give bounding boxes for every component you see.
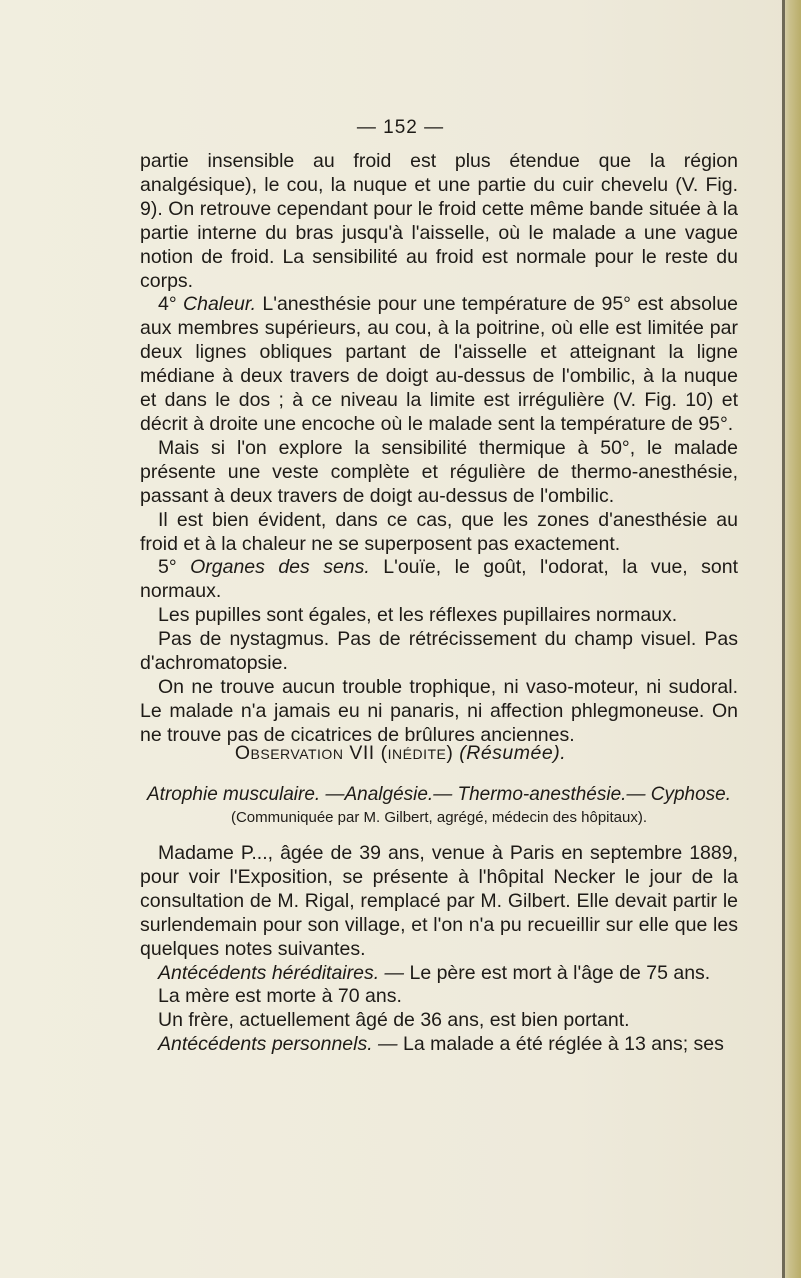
subtitle-line: Atrophie musculaire. —Analgésie.— Thermo-anesthésie.— Cyphose. — [147, 784, 731, 805]
paragraph-13-text: La malade a été réglée à 13 ans; ses — [402, 1033, 724, 1056]
body-text — [140, 150, 738, 748]
observation-body — [140, 842, 738, 1057]
personal-label: Antécédents personnels. — — [158, 1033, 398, 1056]
observation-title: Observation VII — [234, 742, 375, 764]
section-title: Chaleur. — [183, 293, 257, 316]
observation-note: (Résumée). — [459, 742, 567, 764]
paragraph-5-text: L'ouïe, le goût, l'odorat, la vue, sont normaux. — [140, 556, 738, 603]
section-number: 5° — [158, 556, 177, 579]
page-edge — [783, 0, 801, 1278]
paragraph-13 — [140, 1033, 738, 1057]
observation-subtitle — [140, 784, 738, 829]
paragraph-8: On ne trouve aucun trouble trophique, ni vaso-moteur, ni sudoral. Le malade n'a jamais eu ni panaris, ni affection phlegmoneuse. On ne trouve pas de cicatrices de brûlures anciennes. — [140, 675, 738, 746]
paragraph-12: Un frère, actuellement âgé de 36 ans, est bien portant. — [158, 1009, 630, 1032]
paragraph-10 — [140, 962, 738, 986]
paragraph-1: partie insensible au froid est plus étendue que la région analgésique), le cou, la nuque et une partie du cuir chevelu (V. Fig. 9). On retrouve cependant pour le froid cette même bande située à la partie interne du bras jusqu'à l'aisselle, où le malade a une vague notion de froid. La sensibilité au froid est normale pour le reste du corps. — [140, 150, 738, 292]
section-number: 4° — [158, 293, 177, 316]
paragraph-9: Madame P..., âgée de 39 ans, venue à Paris en septembre 1889, pour voir l'Exposition, se présente à l'hôpital Necker le jour de la consultation de M. Rigal, remplacé par M. Gilbert. Elle devait partir le surlendemain pour son village, et l'on n'a pu recueillir sur elle que les quelques notes suivantes. — [140, 842, 738, 960]
section-title: Organes des sens. — [190, 556, 370, 579]
subtitle-credit: (Communiquée par M. Gilbert, agrégé, médecin des hôpitaux). — [230, 809, 648, 826]
paragraph-6: Les pupilles sont égales, et les réflexes pupillaires normaux. — [158, 604, 678, 627]
paragraph-2 — [140, 293, 738, 436]
heredity-label: Antécédents héréditaires. — — [158, 961, 405, 984]
paragraph-5 — [140, 556, 738, 604]
observation-heading — [0, 742, 801, 765]
paragraph-2-text: L'anesthésie pour une température de 95° est absolue aux membres supérieurs, au cou, à la poitrine, où elle est limitée par deux lignes obliques partant de l'aisselle et atteignant la ligne médiane à deux travers de doigt au-dessus de l'ombilic, à la nuque et dans le dos ; à ce niveau la limite est irrégulière (V. Fig. 10) et décrit à droite une encoche où le malade sent la température de 95°. — [140, 293, 739, 435]
page-number: — 152 — — [356, 117, 445, 138]
observation-tag: (inédite) — [380, 742, 454, 764]
paragraph-4: Il est bien évident, dans ce cas, que les zones d'anesthésie au froid et à la chaleur ne se superposent pas exactement. — [140, 508, 738, 555]
paragraph-7: Pas de nystagmus. Pas de rétrécissement du champ visuel. Pas d'achromatopsie. — [140, 628, 738, 675]
page-edge-shadow — [782, 0, 785, 1278]
paragraph-10-text: Le père est mort à l'âge de 75 ans. — [409, 961, 711, 984]
paragraph-11: La mère est morte à 70 ans. — [158, 985, 402, 1008]
paragraph-3: Mais si l'on explore la sensibilité thermique à 50°, le malade présente une veste complète et régulière de thermo-anesthésie, passant à deux travers de doigt au-dessus de l'ombilic. — [140, 436, 738, 507]
